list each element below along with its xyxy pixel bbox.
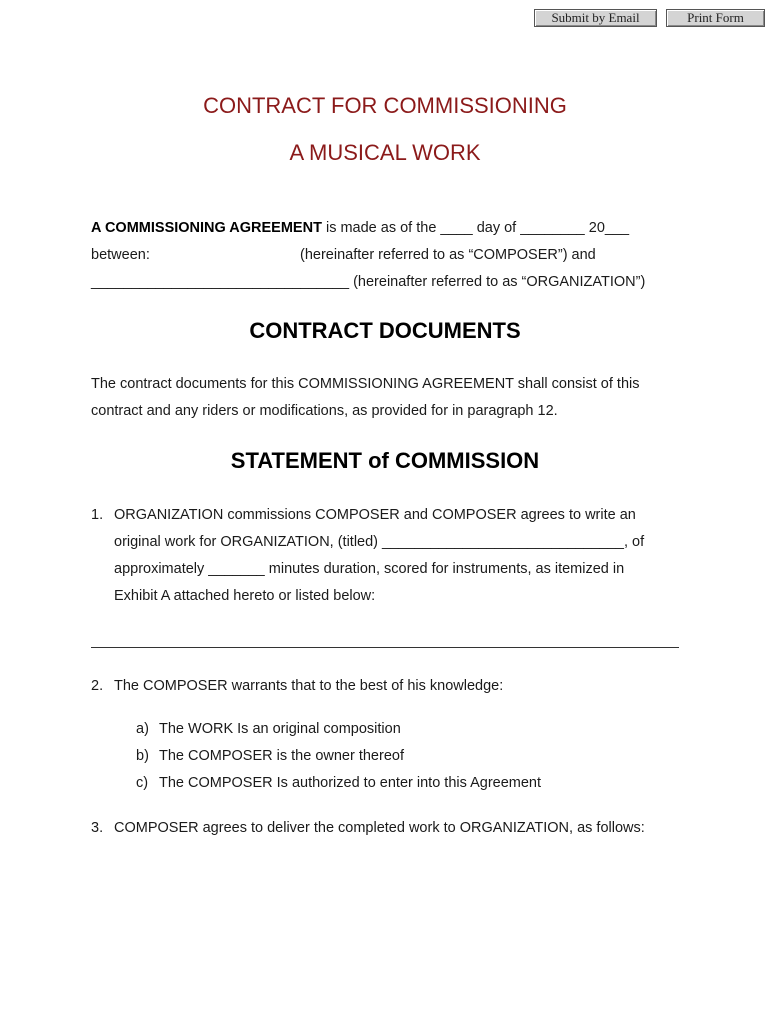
item1-line2: original work for ORGANIZATION, (titled) ______________________________, of [114, 534, 645, 550]
between-label: between: [91, 247, 150, 263]
organization-reference: (hereinafter referred to as “ORGANIZATION”) [349, 274, 646, 290]
document-title-line1: CONTRACT FOR COMMISSIONING [203, 93, 567, 118]
item2a-marker: a) [136, 721, 149, 737]
item2c-marker: c) [136, 775, 149, 791]
item1-number: 1. [91, 507, 104, 523]
item2c-text: The COMPOSER Is authorized to enter into this Agreement [159, 775, 542, 791]
organization-blank: ________________________________ [91, 274, 350, 290]
item3-text: COMPOSER agrees to deliver the completed work to ORGANIZATION, as follows: [114, 820, 645, 836]
item2b-text: The COMPOSER is the owner thereof [159, 748, 404, 764]
contract-documents-heading: CONTRACT DOCUMENTS [249, 318, 521, 343]
composer-reference: (hereinafter referred to as “COMPOSER”) and [300, 247, 596, 263]
agreement-lead: A COMMISSIONING AGREEMENT [91, 220, 322, 236]
document-title-line2: A MUSICAL WORK [289, 140, 481, 165]
agreement-date-text: is made as of the ____ day of ________ 20___ [321, 220, 630, 236]
contract-documents-text-line2: contract and any riders or modifications, as provided for in paragraph 12. [91, 403, 558, 419]
item2-number: 2. [91, 678, 104, 694]
item2-text: The COMPOSER warrants that to the best of his knowledge: [114, 678, 504, 694]
item2a-text: The WORK Is an original composition [159, 721, 401, 737]
statement-heading: STATEMENT of COMMISSION [230, 448, 540, 473]
contract-documents-text-line1: The contract documents for this COMMISSIONING AGREEMENT shall consist of this [91, 376, 640, 392]
intro-line1 [91, 219, 629, 237]
print-form-button[interactable]: Print Form [666, 9, 765, 27]
instruments-blank-line [91, 647, 679, 648]
item2b-marker: b) [136, 748, 149, 764]
item3-number: 3. [91, 820, 104, 836]
item1-line4: Exhibit A attached hereto or listed below: [114, 588, 376, 604]
submit-by-email-button[interactable]: Submit by Email [534, 9, 657, 27]
item1-line3: approximately _______ minutes duration, scored for instruments, as itemized in [114, 561, 625, 577]
item1-line1: ORGANIZATION commissions COMPOSER and COMPOSER agrees to write an [114, 507, 636, 523]
organization-line [91, 273, 645, 291]
